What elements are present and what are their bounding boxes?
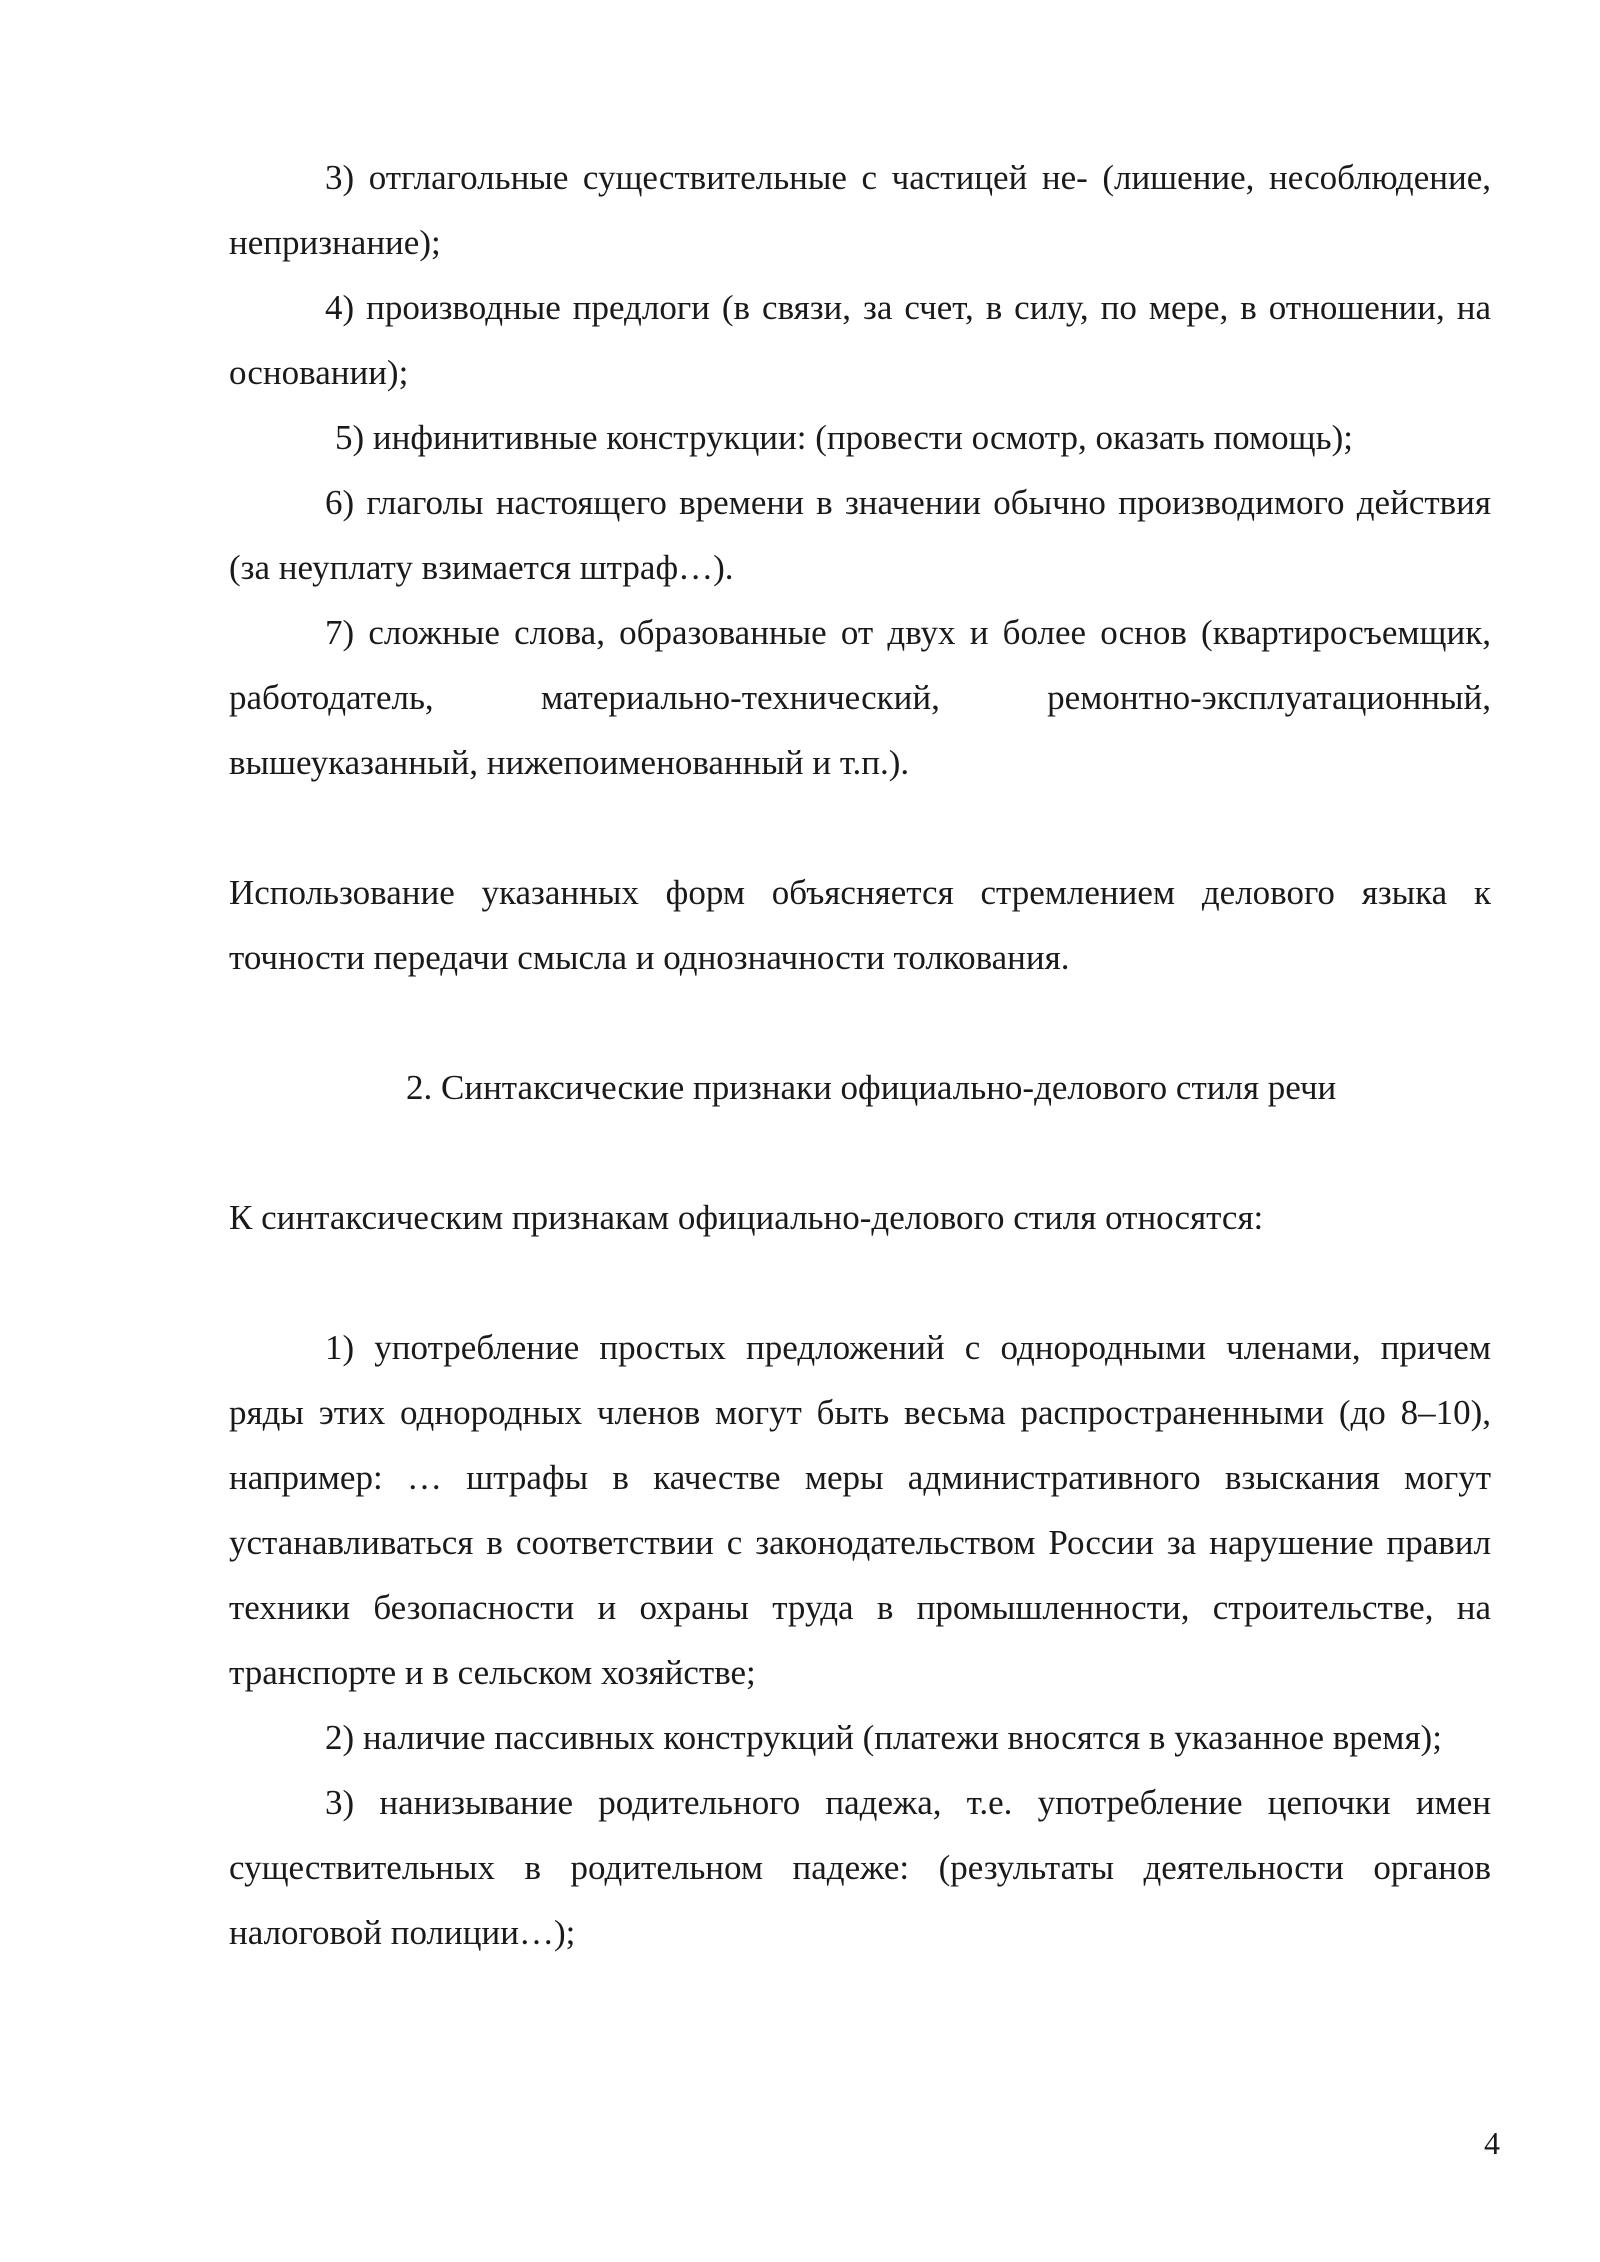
lexical-item-7: 7) сложные слова, образованные от двух и более основ (квартиросъемщик, работодатель, материально-технический, ремонтно-эксплуатационный, вышеуказанный, нижепоименованный и т.п.). [229,613,1491,782]
page-number: 4 [1484,2125,1500,2161]
section-heading: 2. Синтаксические признаки официально-делового стиля речи [406,1068,1337,1107]
paragraph-gap [229,1120,1491,1185]
page-content [229,145,1491,1965]
paragraph-gap [229,795,1491,860]
paragraph-gap [229,990,1491,1055]
lexical-item-3: 3) отглагольные существительные с частицей не- (лишение, несоблюдение, непризнание); [229,158,1491,262]
syntax-item-2: 2) наличие пассивных конструкций (платежи вносятся в указанное время); [325,1718,1442,1757]
lexical-item-6: 6) глаголы настоящего времени в значении обычно производимого действия (за неуплату взимается штраф…). [229,483,1491,587]
paragraph-gap [229,1250,1491,1315]
explanation-paragraph: Использование указанных форм объясняется стремлением делового языка к точности передачи смысла и однозначности толкования. [229,873,1491,977]
syntax-intro: К синтаксическим признакам официально-делового стиля относятся: [229,1198,1264,1237]
syntax-item-1: 1) употребление простых предложений с однородными членами, причем ряды этих однородных членов могут быть весьма распространенными (до 8–10), например: … штрафы в качестве меры административного взыскания могут устанавливаться в соответствии с законодательством России за нарушение правил техники безопасности и охраны труда в промышленности, строительстве, на транспорте и в сельском хозяйстве; [229,1328,1491,1692]
lexical-item-4: 4) производные предлоги (в связи, за счет, в силу, по мере, в отношении, на основании); [229,288,1491,392]
syntax-item-3: 3) нанизывание родительного падежа, т.е. употребление цепочки имен существительных в родительном падеже: (результаты деятельности органов налоговой полиции…); [229,1783,1491,1952]
lexical-item-5: 5) инфинитивные конструкции: (провести осмотр, оказать помощь); [335,418,1353,457]
